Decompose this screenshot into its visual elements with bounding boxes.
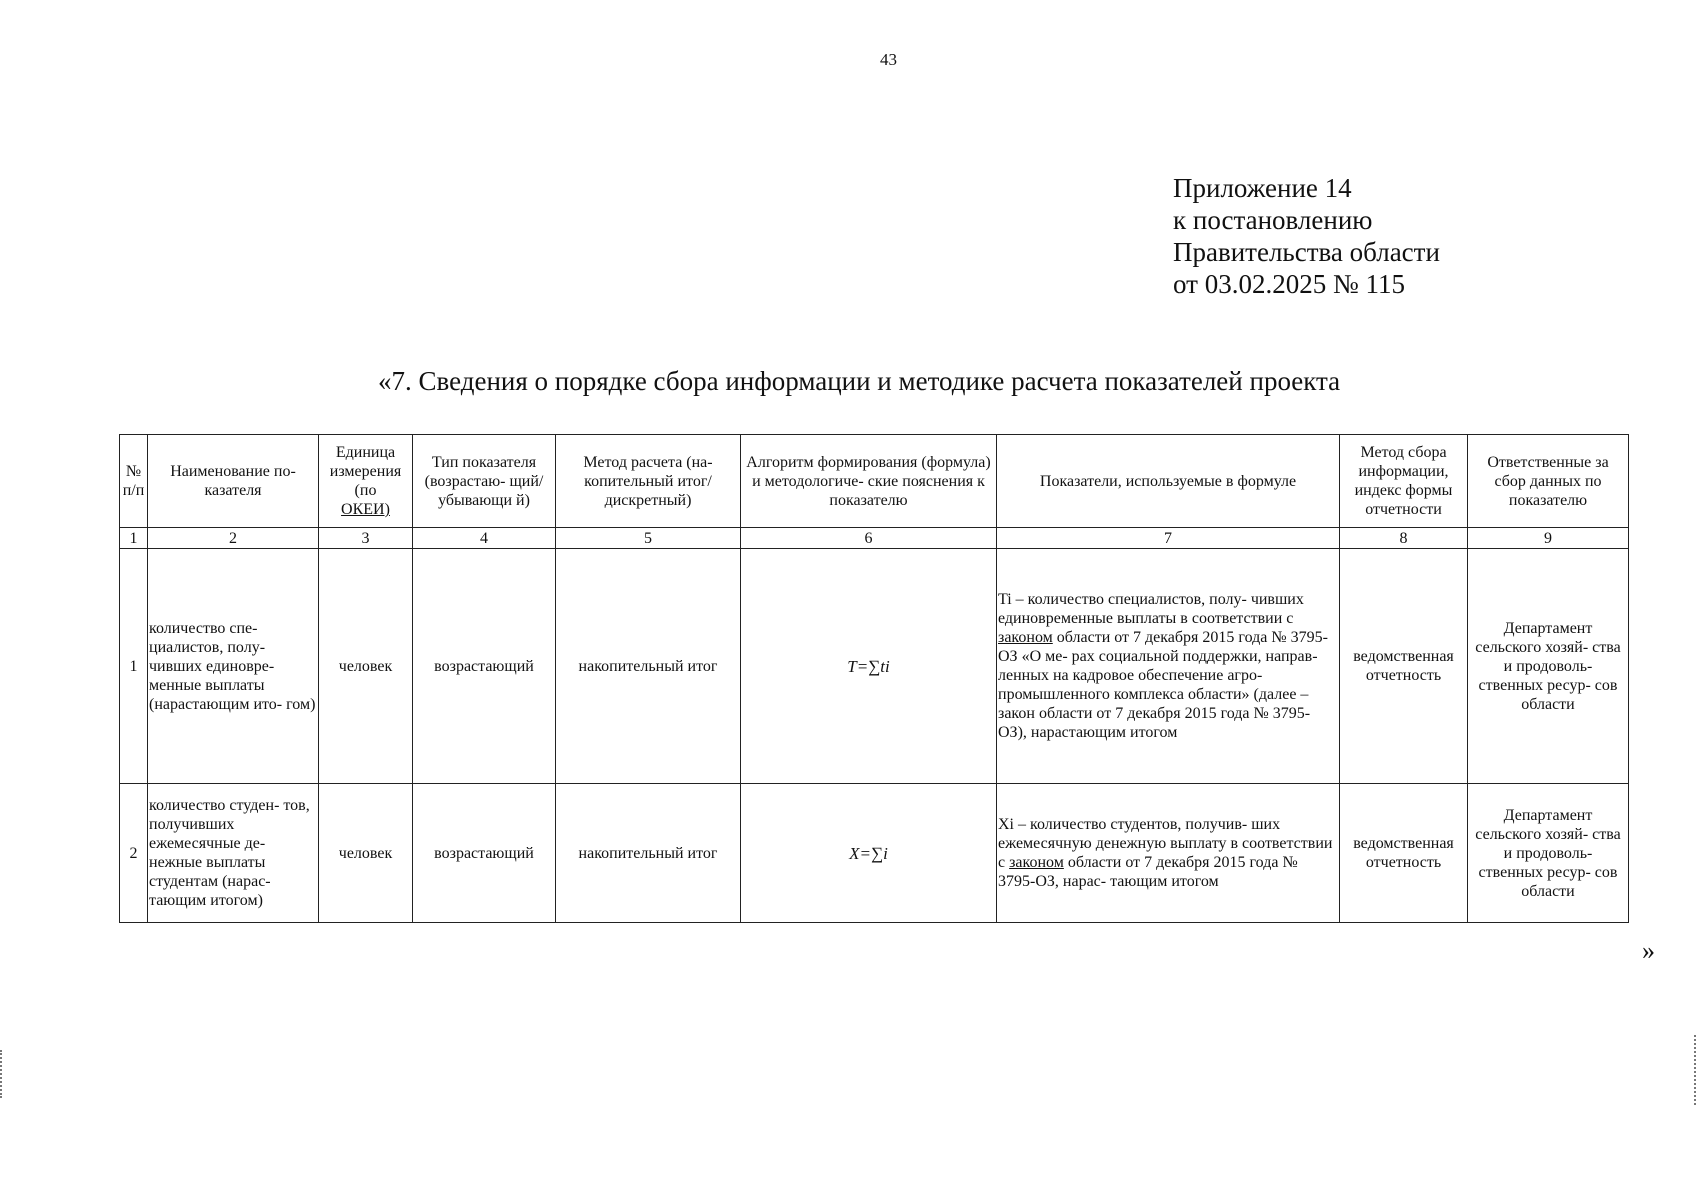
header-algorithm: Алгоритм формирования (формула) и методологиче- ские пояснения к показателю xyxy=(741,435,997,528)
method-cell: накопительный итог xyxy=(556,549,741,784)
indicators-table xyxy=(119,434,1629,923)
appendix-line-2: к постановлению xyxy=(1173,205,1373,235)
column-number: 9 xyxy=(1468,528,1629,549)
header-unit-text: Единица измерения (по xyxy=(329,444,402,499)
law-link[interactable]: законом xyxy=(998,629,1053,646)
header-collection: Метод сбора информации, индекс формы отчетности xyxy=(1340,435,1468,528)
appendix-line-4: от 03.02.2025 № 115 xyxy=(1173,269,1405,299)
collection-cell: ведомственная отчетность xyxy=(1340,549,1468,784)
header-name: Наименование по- казателя xyxy=(148,435,319,528)
indicator-name: количество студен- тов, получивших ежемесячные де- нежные выплаты студентам (нарас- тающим итогом) xyxy=(148,784,319,923)
law-link[interactable]: законом xyxy=(1009,854,1064,871)
unit-cell: человек xyxy=(319,549,413,784)
table-row xyxy=(120,784,1629,923)
indicators-cell xyxy=(997,784,1340,923)
appendix-block xyxy=(1173,172,1440,300)
table-header-row xyxy=(120,435,1629,528)
header-type: Тип показателя (возрастаю- щий/убывающи й) xyxy=(413,435,556,528)
header-unit xyxy=(319,435,413,528)
appendix-line-3: Правительства области xyxy=(1173,237,1440,267)
column-number: 6 xyxy=(741,528,997,549)
table-row xyxy=(120,549,1629,784)
responsible-cell: Департамент сельского хозяй- ства и продоволь- ственных ресур- сов области xyxy=(1468,549,1629,784)
header-indicators: Показатели, используемые в формуле xyxy=(997,435,1340,528)
header-unit-okei: ОКЕИ) xyxy=(341,501,390,518)
row-number: 1 xyxy=(120,549,148,784)
column-number: 7 xyxy=(997,528,1340,549)
indicators-text: Xi – количество студентов, получив- ших ежемесячную денежную выплату в соответствии с xyxy=(998,816,1333,871)
indicators-cell xyxy=(997,549,1340,784)
column-number: 3 xyxy=(319,528,413,549)
column-number: 8 xyxy=(1340,528,1468,549)
appendix-line-1: Приложение 14 xyxy=(1173,173,1352,203)
header-num: № п/п xyxy=(120,435,148,528)
type-cell: возрастающий xyxy=(413,549,556,784)
scan-edge-mark xyxy=(0,1050,4,1098)
column-number: 2 xyxy=(148,528,319,549)
responsible-cell: Департамент сельского хозяй- ства и продоволь- ственных ресур- сов области xyxy=(1468,784,1629,923)
method-cell: накопительный итог xyxy=(556,784,741,923)
type-cell: возрастающий xyxy=(413,784,556,923)
indicators-text: Ti – количество специалистов, полу- чивших единовременные выплаты в соответствии с xyxy=(998,591,1304,627)
indicator-name: количество спе- циалистов, полу- чивших единовре- менные выплаты (нарастающим ито- гом) xyxy=(148,549,319,784)
page-number: 43 xyxy=(880,50,897,69)
document-title: «7. Сведения о порядке сбора информации и методике расчета показателей проекта xyxy=(378,366,1341,396)
closing-quote-mark: » xyxy=(1642,936,1655,965)
indicators-text: области от 7 декабря 2015 года № 3795-ОЗ «О ме- рах социальной поддержки, направ- ленных на кадровое обеспечение агро- промышленного комплекса области» (далее – закон области от 7 декабря 2015 года № 3795-ОЗ), нарастающим итогом xyxy=(998,629,1328,741)
row-number: 2 xyxy=(120,784,148,923)
collection-cell: ведомственная отчетность xyxy=(1340,784,1468,923)
column-number: 4 xyxy=(413,528,556,549)
header-responsible: Ответственные за сбор данных по показателю xyxy=(1468,435,1629,528)
header-method: Метод расчета (на- копительный итог/дискретный) xyxy=(556,435,741,528)
formula-cell: X=∑i xyxy=(741,784,997,923)
column-number: 1 xyxy=(120,528,148,549)
formula-cell: T=∑ti xyxy=(741,549,997,784)
column-number: 5 xyxy=(556,528,741,549)
unit-cell: человек xyxy=(319,784,413,923)
indicators-text: области от 7 декабря 2015 года № 3795-ОЗ, нарас- тающим итогом xyxy=(998,854,1298,890)
column-number-row xyxy=(120,528,1629,549)
